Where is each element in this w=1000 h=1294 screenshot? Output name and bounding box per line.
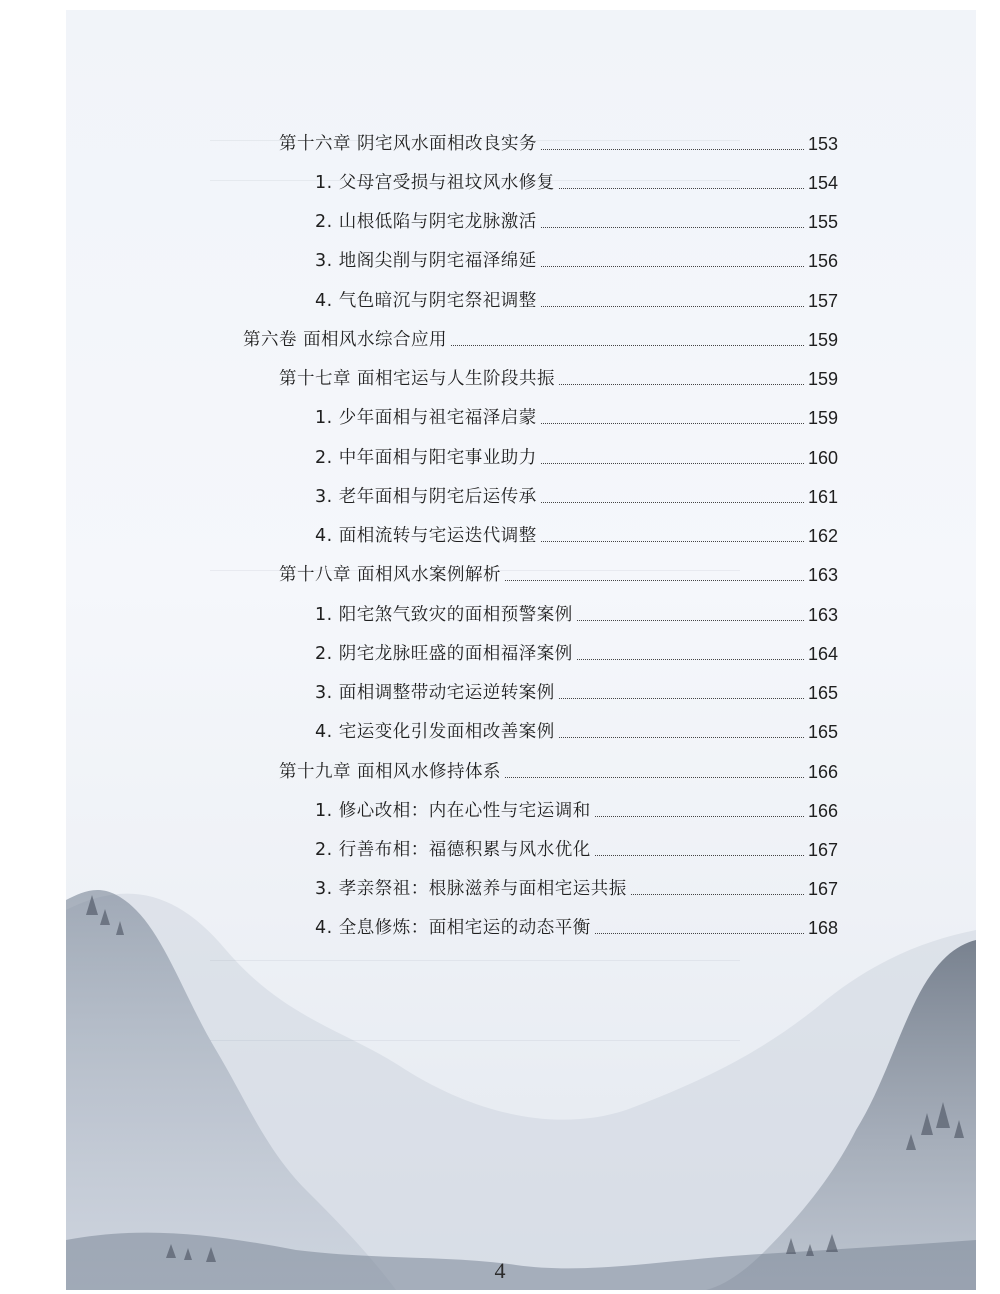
dot-leader: [451, 345, 804, 346]
toc-entry-title: 第十六章 阴宅风水面相改良实务: [279, 134, 538, 154]
toc-volume-entry[interactable]: [243, 321, 838, 351]
toc-entry-title: 第六卷 面相风水综合应用: [243, 330, 448, 350]
toc-section-entry[interactable]: [315, 870, 838, 900]
toc-section-entry[interactable]: [315, 242, 838, 272]
toc-entry-page: 157: [807, 291, 838, 311]
toc-section-entry[interactable]: [315, 164, 838, 194]
dot-leader: [541, 423, 804, 424]
toc-entry-title: 1. 少年面相与祖宅福泽启蒙: [315, 408, 537, 428]
dot-leader: [505, 777, 804, 778]
dot-leader: [595, 933, 804, 934]
toc-section-entry[interactable]: [315, 399, 838, 429]
dot-leader: [577, 659, 804, 660]
toc-entry-page: 164: [807, 644, 838, 664]
toc-section-entry[interactable]: [315, 596, 838, 626]
toc-section-entry[interactable]: [315, 517, 838, 547]
toc-section-entry[interactable]: [315, 713, 838, 743]
toc-section-entry[interactable]: [315, 792, 838, 822]
toc-section-entry[interactable]: [315, 909, 838, 939]
toc-entry-title: 1. 父母宫受损与祖坟风水修复: [315, 173, 555, 193]
toc-entry-page: 168: [807, 918, 838, 938]
toc-entry-title: 3. 地阁尖削与阴宅福泽绵延: [315, 251, 537, 271]
toc-entry-page: 156: [807, 251, 838, 271]
toc-entry-title: 第十八章 面相风水案例解析: [279, 565, 502, 585]
toc-entry-page: 165: [807, 722, 838, 742]
toc-entry-title: 3. 孝亲祭祖：根脉滋养与面相宅运共振: [315, 879, 627, 899]
dot-leader: [541, 266, 804, 267]
toc-entry-page: 163: [807, 605, 838, 625]
dot-leader: [505, 580, 804, 581]
toc-entry-title: 1. 阳宅煞气致灾的面相预警案例: [315, 605, 573, 625]
toc-section-entry[interactable]: [315, 635, 838, 665]
toc-entry-title: 2. 中年面相与阳宅事业助力: [315, 448, 537, 468]
toc-entry-page: 166: [807, 801, 838, 821]
toc-entry-title: 4. 面相流转与宅运迭代调整: [315, 526, 537, 546]
toc-section-entry[interactable]: [315, 674, 838, 704]
toc-entry-page: 159: [807, 408, 838, 428]
dot-leader: [559, 384, 804, 385]
toc-entry-title: 4. 气色暗沉与阴宅祭祀调整: [315, 291, 537, 311]
toc-entry-page: 167: [807, 840, 838, 860]
dot-leader: [631, 894, 804, 895]
dot-leader: [559, 737, 804, 738]
toc-entry-page: 167: [807, 879, 838, 899]
dot-leader: [559, 188, 804, 189]
toc-entry-page: 155: [807, 212, 838, 232]
dot-leader: [541, 306, 804, 307]
toc-entry-title: 第十七章 面相宅运与人生阶段共振: [279, 369, 556, 389]
toc-section-entry[interactable]: [315, 831, 838, 861]
dot-leader: [595, 855, 804, 856]
dot-leader: [541, 541, 804, 542]
toc-entry-title: 2. 行善布相：福德积累与风水优化: [315, 840, 591, 860]
toc-entry-title: 3. 老年面相与阴宅后运传承: [315, 487, 537, 507]
toc-section-entry[interactable]: [315, 478, 838, 508]
toc-entry-page: 159: [807, 369, 838, 389]
toc-entry-title: 第十九章 面相风水修持体系: [279, 762, 502, 782]
dot-leader: [541, 463, 804, 464]
toc-entry-page: 154: [807, 173, 838, 193]
toc-chapter-entry[interactable]: [279, 360, 838, 390]
toc-section-entry[interactable]: [315, 282, 838, 312]
toc-entry-page: 159: [807, 330, 838, 350]
toc-entry-page: 162: [807, 526, 838, 546]
toc-section-entry[interactable]: [315, 203, 838, 233]
toc-section-entry[interactable]: [315, 439, 838, 469]
toc-entry-title: 2. 阴宅龙脉旺盛的面相福泽案例: [315, 644, 573, 664]
toc-entry-title: 2. 山根低陷与阴宅龙脉激活: [315, 212, 537, 232]
dot-leader: [595, 816, 804, 817]
toc-chapter-entry[interactable]: [279, 556, 838, 586]
toc-entry-page: 163: [807, 565, 838, 585]
dot-leader: [559, 698, 804, 699]
page-number: 4: [494, 1258, 506, 1283]
toc-chapter-entry[interactable]: [279, 753, 838, 783]
toc-entry-page: 165: [807, 683, 838, 703]
toc-entry-page: 166: [807, 762, 838, 782]
toc-entry-title: 3. 面相调整带动宅运逆转案例: [315, 683, 555, 703]
toc-entry-page: 161: [807, 487, 838, 507]
dot-leader: [577, 620, 804, 621]
dot-leader: [541, 149, 804, 150]
toc-entry-page: 153: [807, 134, 838, 154]
toc-entry-page: 160: [807, 448, 838, 468]
toc-entry-title: 4. 全息修炼：面相宅运的动态平衡: [315, 918, 591, 938]
toc-entry-title: 4. 宅运变化引发面相改善案例: [315, 722, 555, 742]
toc-entry-title: 1. 修心改相：内在心性与宅运调和: [315, 801, 591, 821]
dot-leader: [541, 227, 804, 228]
dot-leader: [541, 502, 804, 503]
toc-chapter-entry[interactable]: [279, 125, 838, 155]
